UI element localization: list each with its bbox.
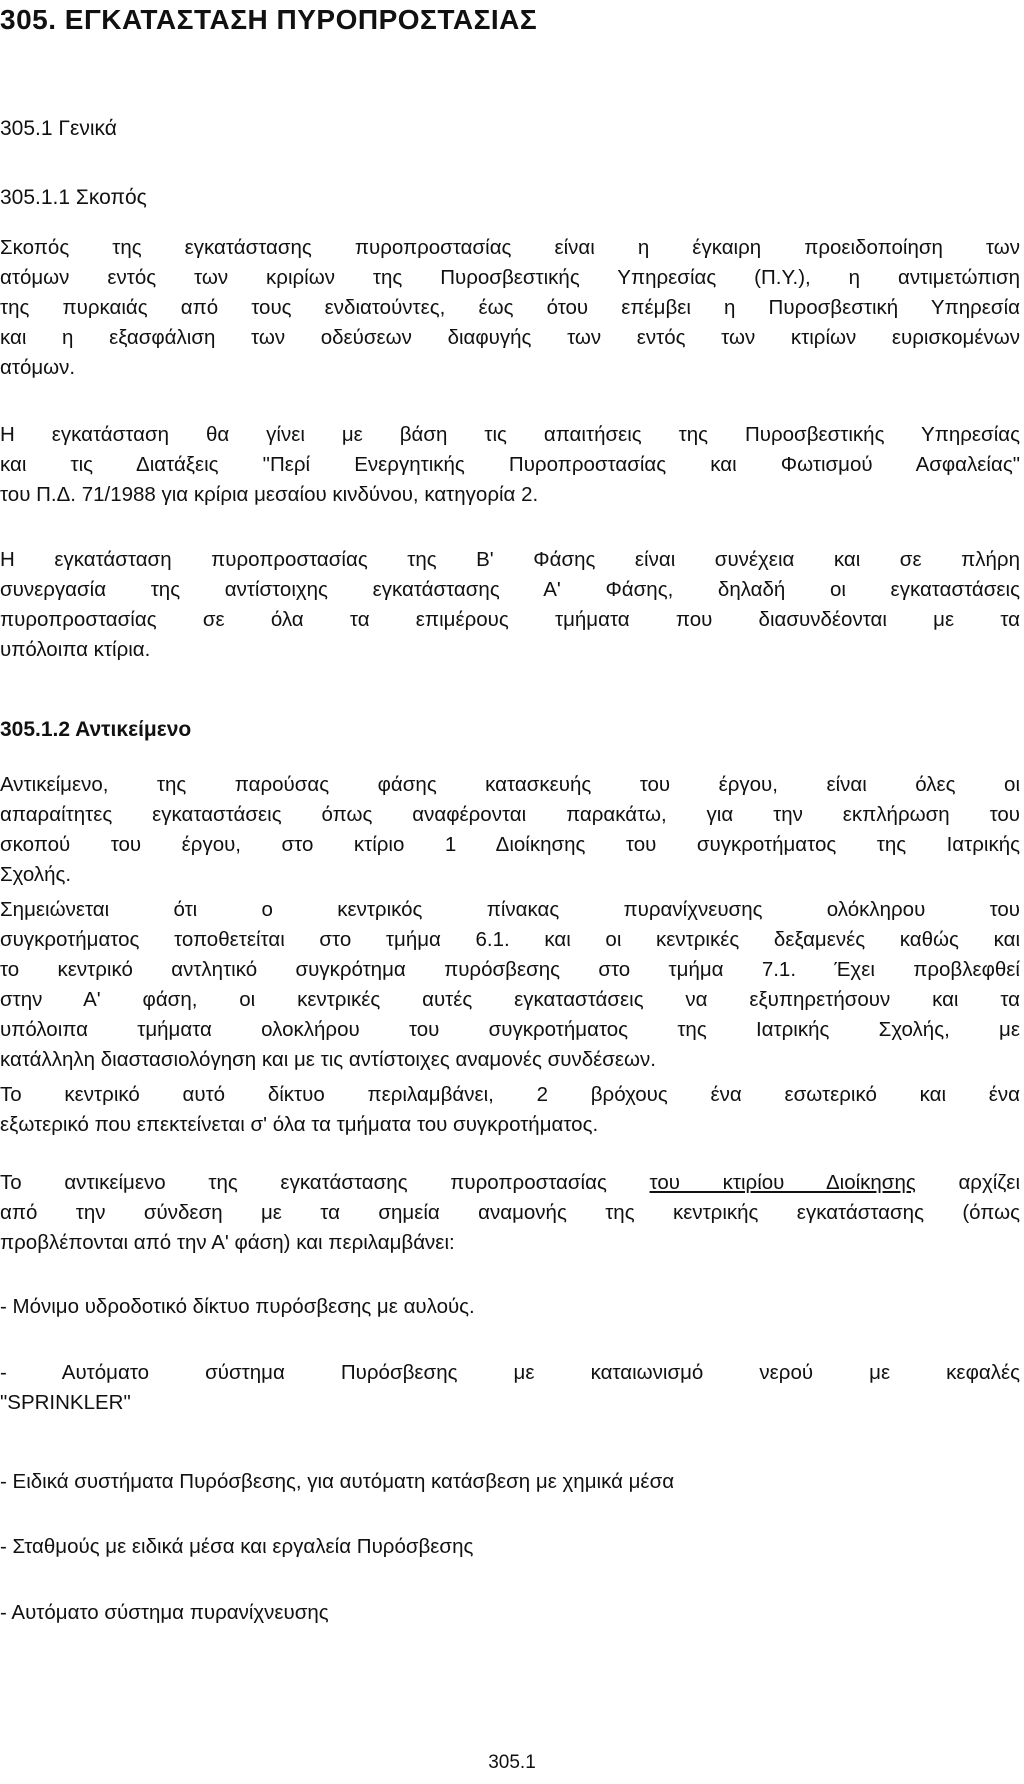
text-line: στην Α' φάση, οι κεντρικές αυτές εγκαταστάσεις να εξυπηρετήσουν και τα — [0, 988, 1020, 1011]
list-item — [0, 1467, 1020, 1497]
text-line: - Μόνιμο υδροδοτικό δίκτυο πυρόσβεσης με αυλούς. — [0, 1295, 475, 1318]
text-line: - Σταθμούς με ειδικά μέσα και εργαλεία Πυρόσβεσης — [0, 1535, 474, 1558]
object-paragraph-2 — [0, 895, 1020, 1075]
text-line: ατόμων εντός των κριρίων της Πυροσβεστικής Υπηρεσίας (Π.Υ.), η αντιμετώπιση — [0, 266, 1020, 289]
text-line: από την σύνδεση με τα σημεία αναμονής της κεντρικής εγκατάστασης (όπως — [0, 1201, 1020, 1224]
text-line: και η εξασφάλιση των οδεύσεων διαφυγής των εντός των κτιρίων ευρισκομένων — [0, 326, 1020, 349]
text-line — [0, 1168, 1020, 1198]
text-line: Το κεντρικό αυτό δίκτυο περιλαμβάνει, 2 βρόχους ένα εσωτερικό και ένα — [0, 1083, 1020, 1106]
text-line: ατόμων. — [0, 356, 76, 379]
page-number: 305.1 — [488, 1752, 536, 1773]
purpose-paragraph-3 — [0, 545, 1020, 665]
object-paragraph-1 — [0, 770, 1020, 890]
text-line: Σχολής. — [0, 863, 72, 886]
section-heading-general: 305.1 Γενικά — [0, 117, 117, 140]
scope-text-before: Το αντικείμενο της εγκατάστασης πυροπροστασίας — [0, 1171, 650, 1194]
text-line: συγκροτήματος τοποθετείται στο τμήμα 6.1. και οι κεντρικές δεξαμενές καθώς και — [0, 928, 1020, 951]
text-line: - Αυτόματο σύστημα Πυρόσβεσης με καταιωνισμό νερού με κεφαλές — [0, 1361, 1020, 1384]
text-line: το κεντρικό αντλητικό συγκρότημα πυρόσβεσης στο τμήμα 7.1. Έχει προβλεφθεί — [0, 958, 1020, 981]
text-line: κατάλληλη διαστασιολόγηση και με τις αντίστοιχες αναμονές συνδέσεων. — [0, 1048, 656, 1071]
subsection-heading-object: 305.1.2 Αντικείμενο — [0, 718, 192, 741]
text-line: "SPRINKLER" — [0, 1391, 131, 1414]
text-line: - Ειδικά συστήματα Πυρόσβεσης, για αυτόματη κατάσβεση με χημικά μέσα — [0, 1470, 675, 1493]
text-line: του Π.Δ. 71/1988 για κρίρια μεσαίου κινδύνου, κατηγορία 2. — [0, 483, 539, 506]
list-item — [0, 1532, 1020, 1562]
scope-text-after: αρχίζει — [915, 1171, 1021, 1194]
text-line: Η εγκατάσταση πυροπροστασίας της Β' Φάσης είναι συνέχεια και σε πλήρη — [0, 548, 1020, 571]
scope-paragraph — [0, 1168, 1020, 1258]
text-line: υπόλοιπα τμήματα ολοκλήρου του συγκροτήματος της Ιατρικής Σχολής, με — [0, 1018, 1020, 1041]
text-line: εξωτερικό που επεκτείνεται σ' όλα τα τμήματα του συγκροτήματος. — [0, 1113, 599, 1136]
text-line: Η εγκατάσταση θα γίνει με βάση τις απαιτήσεις της Πυροσβεστικής Υπηρεσίας — [0, 423, 1020, 446]
subsection-heading-purpose: 305.1.1 Σκοπός — [0, 186, 147, 209]
underlined-building-name: του κτιρίου Διοίκησης — [649, 1171, 916, 1194]
list-item — [0, 1292, 1020, 1322]
document-title: 305. ΕΓΚΑΤΑΣΤΑΣΗ ΠΥΡΟΠΡΟΣΤΑΣΙΑΣ — [0, 4, 538, 35]
text-line: απαραίτητες εγκαταστάσεις όπως αναφέρονται παρακάτω, για την εκπλήρωση του — [0, 803, 1020, 826]
object-paragraph-3 — [0, 1080, 1020, 1140]
text-line: Σκοπός της εγκατάστασης πυροπροστασίας είναι η έγκαιρη προειδοποίηση των — [0, 236, 1020, 259]
text-line: και τις Διατάξεις "Περί Ενεργητικής Πυροπροστασίας και Φωτισμού Ασφαλείας" — [0, 453, 1020, 476]
list-item — [0, 1358, 1020, 1418]
text-line: συνεργασία της αντίστοιχης εγκατάστασης Α' Φάσης, δηλαδή οι εγκαταστάσεις — [0, 578, 1020, 601]
text-line: της πυρκαιάς από τους ενδιατούντες, έως ότου επέμβει η Πυροσβεστική Υπηρεσία — [0, 296, 1020, 319]
text-line: πυροπροστασίας σε όλα τα επιμέρους τμήματα που διασυνδέονται με τα — [0, 608, 1020, 631]
text-line: υπόλοιπα κτίρια. — [0, 638, 151, 661]
text-line: Σημειώνεται ότι ο κεντρικός πίνακας πυρανίχνευσης ολόκληρου του — [0, 898, 1020, 921]
text-line: σκοπού του έργου, στο κτίριο 1 Διοίκησης του συγκροτήματος της Ιατρικής — [0, 833, 1020, 856]
purpose-paragraph-2 — [0, 420, 1020, 510]
purpose-paragraph-1 — [0, 233, 1020, 383]
text-line: Αντικείμενο, της παρούσας φάσης κατασκευής του έργου, είναι όλες οι — [0, 773, 1020, 796]
list-item — [0, 1598, 1020, 1628]
text-line: - Αυτόματο σύστημα πυρανίχνευσης — [0, 1601, 329, 1624]
text-line: προβλέπονται από την Α' φάση) και περιλαμβάνει: — [0, 1231, 455, 1254]
